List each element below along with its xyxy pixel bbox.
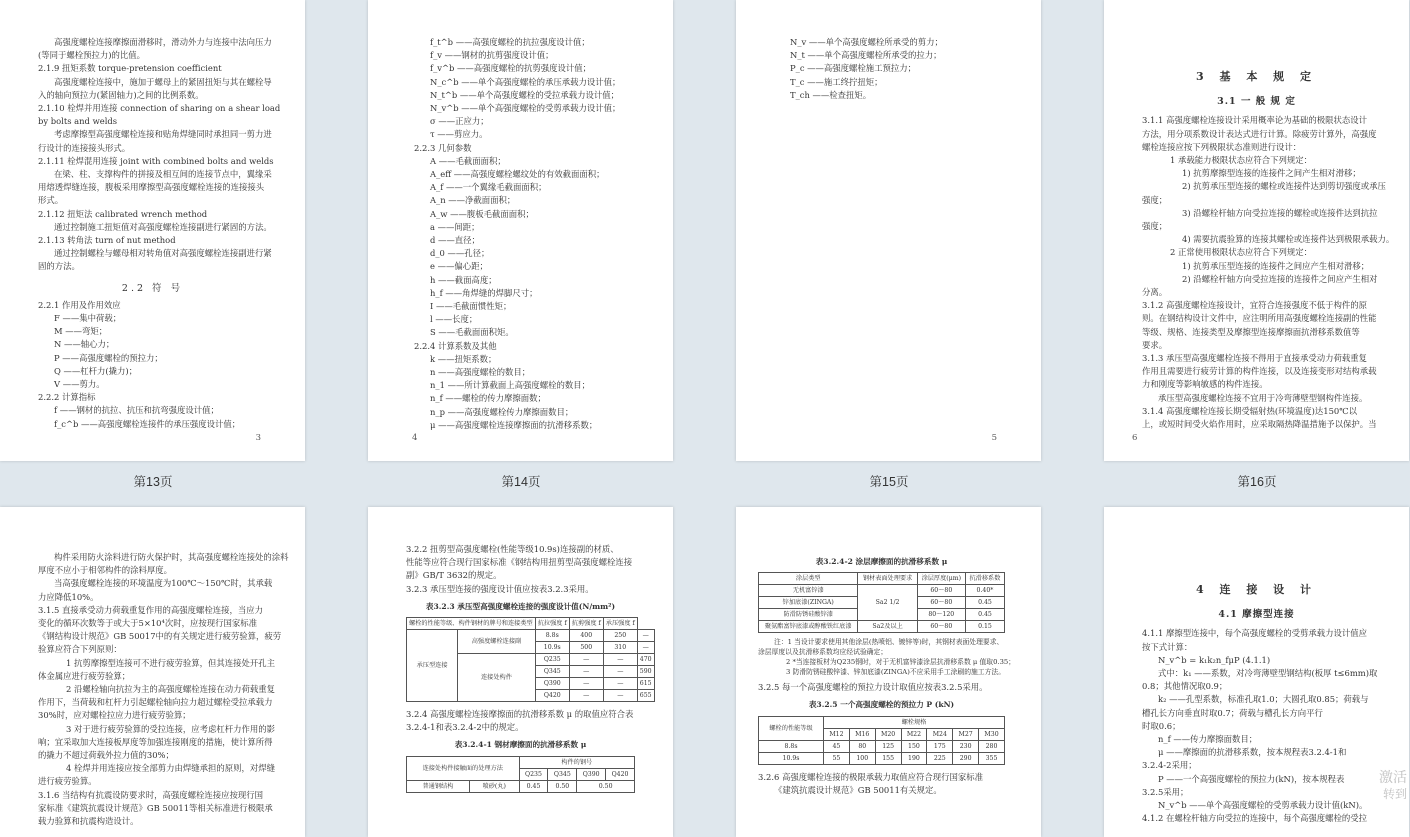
text-line: A ——毛截面面积； [430,155,506,166]
table-cell: 防滑防锈硅酸锌漆 [759,609,858,621]
text-line: 验算应符合下列原则： [38,644,122,655]
table-cell: Q235 [519,768,548,780]
table-cell: 500 [569,642,603,654]
table-cell: Q420 [535,690,569,702]
text-line: f ——钢材的抗拉、抗压和抗弯强度设计值； [54,405,219,416]
table-header-cell: 构件的钢号 [519,756,634,768]
section-heading: 2.2 符 号 [121,282,184,294]
text-line: 2.2.4 计算系数及其他 [414,340,497,351]
text-line: 3.1.4 高强度螺栓连接长期受辐射热(环境温度)达150℃以 [1142,405,1357,416]
text-line: μ ——高强度螺栓连接摩擦面的抗滑移系数； [430,419,598,430]
text-line: N_t ——单个高强度螺栓所承受的拉力； [790,50,942,61]
table-cell: 0.40* [965,585,1004,597]
text-line: 3.1.3 承压型高强度螺栓连接不得用于直接承受动力荷载重复 [1142,353,1367,364]
text-line: 时取0.6； [1142,720,1181,731]
table-cell: M27 [953,728,979,740]
table-cell: 155 [875,752,901,764]
table-row [407,630,655,642]
text-line: 作用且需要进行疲劳计算的构件连接，以及连接变形对结构承载 [1142,366,1377,377]
text-line: h ——截面高度； [430,274,497,285]
text-line: 力和刚度等影响敏感的构件连接。 [1142,379,1268,390]
text-line: 入的轴向预拉力(紧固轴力)之间的比例系数。 [38,89,204,100]
text-line: 高强度螺栓连接摩擦面滑移时，滑动外力与连接中法向压力 [54,37,272,47]
text-line: 3) 沿螺栓杆轴方向受拉连接的螺栓或连接件达到抗拉 [1182,207,1378,218]
text-line: 2 正常使用极限状态应符合下列规定： [1170,247,1312,258]
steel-friction-table [406,756,635,793]
text-line: 副》GB/T 3632的规定。 [406,570,502,581]
page-number: 5 [991,432,997,443]
text-line: T_c ——施工终拧扭矩； [790,76,883,87]
text-line: I ——毛截面惯性矩； [430,301,512,312]
text-line: 注：1 当设计要求使用其他涂层(热喷铝、镀锌等)时，其钢材表面处理要求、 [774,638,1004,647]
text-line: 2.1.10 栓焊并用连接 connection of sharing on a shear load [38,103,281,114]
table-cell: — [603,678,637,690]
page-number: 4 [412,432,418,443]
table-cell: 175 [927,740,953,752]
table-caption: 表3.2.4-2 涂层摩擦面的抗滑移系数 μ [815,557,948,566]
text-line: 载力验算和抗震构造设计。 [38,816,139,827]
text-line: A_eff ——高强度螺栓螺纹处的有效截面面积； [430,169,605,180]
table-cell: 涂层类型 [759,573,858,585]
chapter-title: 4 连 接 设 计 [1196,583,1317,596]
table-cell: M20 [875,728,901,740]
text-line: n_p ——高强度螺栓传力摩擦面数目； [430,406,574,417]
table-cell: — [603,654,637,666]
table-cell: 0.45 [965,609,1004,621]
text-line: 4.1.1 摩擦型连接中，每个高强度螺栓的受剪承载力设计值应 [1142,628,1367,639]
table-cell: Q345 [548,768,577,780]
table-row [759,585,1005,597]
table-cell: 0.50 [577,780,635,792]
text-line: A_w ——腹板毛截面面积； [430,208,534,219]
document-page-19[interactable] [736,507,1041,837]
table-cell: 10.9s [759,752,824,764]
text-line: 2.1.12 扭矩法 calibrated wrench method [38,208,208,219]
text-line: 2.2.1 作用及作用效应 [38,299,121,310]
text-line: f_c^b ——高强度螺栓连接件的承压强度设计值； [54,418,241,429]
text-line: F ——集中荷载； [54,313,122,324]
table-cell: 45 [824,740,850,752]
chapter-title: 3 基 本 规 定 [1196,70,1317,83]
text-line: 2.2.2 计算指标 [38,392,96,403]
table-cell: — [569,678,603,690]
text-line: 3 防滑防锈硅酸锌漆、锌加底漆(ZINGA)不应采用手工涂刷的施工方法。 [786,668,1005,677]
table-cell: Q345 [535,666,569,678]
text-line: N_c^b ——单个高强度螺栓的承压承载力设计值； [430,76,621,87]
table-cell: 喷砂(丸) [469,780,519,792]
table-header-cell: 承压强度 f [603,618,637,630]
table-cell: 615 [637,678,654,690]
table-cell: 8.8s [535,630,569,642]
coating-friction-table [758,572,1005,633]
text-line: k₂ ——孔型系数，标准孔取1.0；大圆孔取0.85；荷载与 [1158,694,1369,705]
table-cell: 0.50 [548,780,577,792]
table-cell: 80 [849,740,875,752]
text-line: 式中：k₁ ——系数，对冷弯薄壁型钢结构(板厚 t≤6mm)取 [1158,668,1378,679]
text-line: 构件采用防火涂料进行防火保护时，其高强度螺栓连接处的涂料 [54,552,289,562]
text-line: P_c ——高强度螺栓施工预拉力； [790,63,917,74]
table-cell: 150 [901,740,927,752]
text-line: 《钢结构设计规范》GB 50017中的有关规定进行疲劳验算，疲劳 [38,631,282,642]
table-cell: 聚氨酯富锌底漆或醇酸铁红底漆 [759,621,858,633]
table-header-cell: 抗剪强度 f [569,618,603,630]
text-line: 0.8；其他情况取0.9； [1142,681,1228,692]
text-line: 的撬力不超过荷载外拉力值的30%； [38,750,174,761]
text-line: 力应降低10%。 [38,591,99,602]
text-line: 通过控制螺栓与螺母相对转角值对高强度螺栓连接副进行紧 [54,248,272,259]
text-line: k ——扭矩系数； [430,353,497,364]
text-line: 2.2.3 几何参数 [414,142,472,153]
text-line: a ——间距； [430,221,480,232]
table-cell: 60～80 [917,597,965,609]
text-line: P ——高强度螺栓的预拉力； [54,352,163,363]
text-line: 用熔透焊缝连接，腹板采用摩擦型高强度螺栓连接的连接接头 [38,182,265,193]
table-header-cell: 螺栓的性能等级、构件钢材的牌号和连接类型 [407,618,536,630]
table-cell: 0.45 [965,597,1004,609]
text-line: 2.1.13 转角法 turn of nut method [38,235,176,246]
table-cell: — [569,654,603,666]
page-caption-14[interactable]: 第14页 [501,475,541,489]
table-cell: Q235 [535,654,569,666]
table-cell: — [569,666,603,678]
document-page-20[interactable] [1104,507,1409,837]
table-cell: 125 [875,740,901,752]
text-line: 3.1.6 当结构有抗震设防要求时，高强度螺栓连接应按现行国 [38,789,263,800]
document-page-17[interactable] [0,507,305,837]
text-line: N_t^b ——单个高强度螺栓的受拉承载力设计值； [430,89,620,100]
section-title: 3.1 一 般 规 定 [1217,96,1296,108]
text-line: by bolts and welds [38,116,118,127]
table-cell: 470 [637,654,654,666]
table-row [759,621,1005,633]
text-line: N_v^b = k₁k₂n_fμP (4.1.1) [1158,654,1271,665]
text-line: 1 承载能力极限状态应符合下列规定： [1170,155,1312,166]
table-cell: 锌加底漆(ZINGA) [759,597,858,609]
text-line: e ——偏心距； [430,261,488,272]
text-line: 要求。 [1142,339,1168,350]
text-line: 厚度不应小于相邻构件的涂料厚度。 [38,565,172,576]
table-cell: — [637,642,654,654]
table-cell: 高强度螺栓连接副 [458,630,536,654]
text-line: 3.2.4-1和表3.2.4-2中的规定。 [406,722,524,733]
table-row [759,740,1005,752]
text-line: 强度； [1142,194,1168,205]
table-cell: 290 [953,752,979,764]
text-line: N ——轴心力； [54,339,115,350]
table-cell: 80～120 [917,609,965,621]
table-cell: 60～80 [917,621,965,633]
page-number: 3 [255,432,261,443]
page-caption-16[interactable]: 第16页 [1237,475,1277,489]
text-line: 家标准《建筑抗震设计规范》GB 50011等相关标准进行极限承 [38,802,273,813]
document-page-15[interactable] [736,0,1041,461]
table-cell: 280 [979,740,1005,752]
text-line: n_1 ——所计算截面上高强度螺栓的数目； [430,380,590,391]
text-line: 2 沿螺栓轴向抗拉为主的高强度螺栓连接在动力荷载重复 [66,684,275,695]
table-cell: 355 [979,752,1005,764]
text-line: A_f ——一个翼缘毛截面面积； [430,182,547,193]
text-line: 分离。 [1142,287,1168,298]
table-cell: 连接处构件 [458,654,536,702]
table-cell: 钢材表面处理要求 [858,573,917,585]
pretension-table [758,716,1005,765]
table-cell: 10.9s [535,642,569,654]
table-header-cell: 螺栓的性能等级 [759,716,824,740]
page-caption-13[interactable]: 第13页 [133,475,173,489]
text-line: 高强度螺栓连接中，施加于螺母上的紧固扭矩与其在螺栓导 [54,76,272,87]
text-line: 按下式计算： [1142,641,1193,652]
table-cell: M30 [979,728,1005,740]
text-line: 螺栓连接应按下列极限状态准则进行设计： [1142,141,1302,152]
text-line: 上，或短时间受火焰作用时，应采取隔热降温措施予以保护。当 [1142,419,1377,430]
text-line: d ——直径； [430,235,480,246]
table-cell: — [603,666,637,678]
text-line: 3.1.2 高强度螺栓连接设计，宜符合连接强度不低于构件的原 [1142,300,1367,311]
table-caption: 表3.2.4-1 钢材摩擦面的抗滑移系数 μ [454,740,587,750]
table-header-cell: 抗拉强度 f [535,618,569,630]
text-line: 强度； [1142,221,1168,232]
table-row [759,752,1005,764]
text-line: S ——毛截面面积矩。 [430,327,514,338]
table-cell: 230 [953,740,979,752]
activation-watermark [1379,769,1407,803]
text-line: N_v^b ——单个高强度螺栓的受剪承载力设计值； [430,103,621,114]
text-line: f_v ——钢材的抗剪强度设计值； [430,50,554,61]
text-line: V ——剪力。 [54,379,105,390]
table-cell: 8.8s [759,740,824,752]
text-line: 《建筑抗震设计规范》GB 50011有关规定。 [774,784,942,795]
table-cell: 100 [849,752,875,764]
text-line: A_n ——净截面面积； [430,195,516,206]
text-line: 2) 沿螺栓杆轴方向受拉连接的连接件之间应产生相对 [1182,273,1378,284]
table-cell: Sa2及以上 [858,621,917,633]
text-line: 1 抗剪摩擦型连接可不进行疲劳验算，但其连接处开孔主 [66,657,275,668]
text-line: 3.2.4 高强度螺栓连接摩擦面的抗滑移系数 μ 的取值应符合表 [406,709,634,720]
table-cell: 400 [569,630,603,642]
text-line: P ——一个高强度螺栓的预拉力(kN)，按本规程表 [1158,773,1345,784]
text-line: n_f ——螺栓的传力摩擦面数； [430,393,546,404]
text-line: 通过控制施工扭矩值对高强度螺栓连接副进行紧固的方法。 [54,221,272,232]
text-line: 1) 抗剪承压型连接的连接件之间应产生相对滑移； [1182,260,1370,271]
table-cell: M22 [901,728,927,740]
text-line: 进行疲劳验算。 [38,776,97,787]
table-cell: 655 [637,690,654,702]
text-line: 考虑摩擦型高强度螺栓连接和贴角焊缝同时承担同一剪力进 [54,129,272,140]
text-line: 方法，用分项系数设计表达式进行计算。除疲劳计算外，高强度 [1142,128,1377,139]
text-line: 性能等应符合现行国家标准《钢结构用扭剪型高强度螺栓连接 [406,557,633,568]
table-cell: M16 [849,728,875,740]
text-line: 体金属应进行疲劳验算； [38,670,131,681]
text-line: N_v^b ——单个高强度螺栓的受剪承载力设计值(kN)。 [1158,800,1368,811]
text-line: f_v^b ——高强度螺栓的抗剪强度设计值； [430,63,592,74]
text-line: 4.1.2 在螺栓杆轴方向受拉的连接中，每个高强度螺栓的受拉 [1142,813,1367,824]
text-line: σ ——正应力； [430,116,489,127]
text-line: n_f ——传力摩擦面数目； [1158,734,1258,745]
table-cell: Q390 [577,768,606,780]
table-row [407,780,635,792]
text-line: 3.2.6 高强度螺栓连接的极限承载力取值应符合现行国家标准 [758,771,983,782]
text-line: 形式。 [38,195,64,206]
text-line: Q ——杠杆力(撬力)； [54,365,138,376]
document-page-16[interactable] [1104,0,1409,461]
text-line: 30%时，应对螺栓拉应力进行疲劳验算； [38,710,191,721]
table-cell: — [569,690,603,702]
watermark-line: 转到 [1382,787,1407,801]
text-line: N_v ——单个高强度螺栓所承受的剪力； [790,37,943,47]
text-line: μ ——摩擦面的抗滑移系数，按本规程表3.2.4-1和 [1158,747,1347,758]
table-caption: 表3.2.5 一个高强度螺栓的预拉力 P (kN) [808,700,955,710]
table-cell: 310 [603,642,637,654]
text-line: 等级、规格、连接类型及摩擦型连接摩擦面抗滑移系数值等 [1142,326,1360,337]
text-line: 4 栓焊并用连接应按全部剪力由焊缝承担的原则，对焊缝 [66,763,275,774]
document-page-18[interactable] [368,507,673,837]
text-line: 4) 需要抗震验算的连接其螺栓或连接件达到极限承载力。 [1182,234,1395,245]
table-cell: M12 [824,728,850,740]
text-line: 在梁、柱、支撑构件的拼接及相互间的连接节点中，翼缘采 [54,169,272,180]
section-title: 4.1 摩擦型连接 [1218,609,1295,621]
text-line: τ ——剪应力。 [430,129,488,140]
text-line: 槽孔长方向垂直时取0.7；荷载与槽孔长方向平行 [1142,707,1323,718]
text-line: 固的方法。 [38,261,80,272]
text-line: d_0 ——孔径； [430,248,490,259]
table-cell: Sa2 1/2 [858,585,917,621]
table-cell: 普通钢结构 [407,780,470,792]
table-cell: — [637,630,654,642]
text-line: 2.1.9 扭矩系数 torque-pretension coefficient [38,63,222,74]
text-line: 当高强度螺栓连接的环境温度为100℃～150℃时，其承载 [54,578,273,589]
text-line: 承压型高强度螺栓连接不宜用于冷弯薄壁型钢构件连接。 [1158,392,1368,403]
text-line: 涂层厚度以及抗滑移系数均应经试验确定； [758,648,888,657]
table-cell: 0.45 [519,780,548,792]
text-line: 作用下，当荷载和杠杆力引起螺栓轴向拉力超过螺栓受拉承载力 [38,697,273,708]
text-line: 2.1.11 栓焊混用连接 joint with combined bolts and welds [38,155,274,166]
text-line: h_f ——角焊缝的焊脚尺寸； [430,287,538,298]
document-page-13[interactable] [0,0,305,461]
text-line: 行设计的连接接头形式。 [38,142,131,153]
text-line: l ——长度； [430,314,478,325]
table-cell: Q390 [535,678,569,690]
text-line: 则。在钢结构设计文件中，应注明所用高强度螺栓连接副的性能 [1142,313,1377,324]
document-page-14[interactable] [368,0,673,461]
text-line: M ——弯矩； [54,326,108,337]
text-line: 3.1.5 直接承受动力荷载重复作用的高强度螺栓连接，当应力 [38,604,263,615]
text-line: 2) 抗剪承压型连接的螺栓或连接件达到剪切强度或承压 [1182,181,1386,192]
watermark-line: 激活 [1379,769,1407,785]
table-header-cell: 螺栓规格 [824,716,1005,728]
text-line: 3 对于进行疲劳验算的受拉连接，应考虑杠杆力作用的影 [66,723,275,734]
text-line: 3.1.1 高强度螺栓连接设计采用概率论为基础的极限状态设计 [1142,115,1367,126]
table-cell: 55 [824,752,850,764]
table-cell: 0.15 [965,621,1004,633]
table-cell: 承压型连接 [407,630,458,702]
table-cell: 60～80 [917,585,965,597]
table-cell: 抗滑移系数 [965,573,1004,585]
table-cell: — [603,690,637,702]
table-cell: M24 [927,728,953,740]
text-line: 响；宜采取加大连接板厚度等加强连接刚度的措施，使计算所得 [38,736,273,747]
text-line: f_t^b ——高强度螺栓的抗拉强度设计值； [430,37,590,47]
table-header-cell: 连接处构件接触面的处理方法 [407,756,520,780]
text-line: 3.2.5 每一个高强度螺栓的预拉力设计取值应按表3.2.5采用。 [758,682,988,693]
table-cell: 250 [603,630,637,642]
text-line: n ——高强度螺栓的数目； [430,367,531,378]
table-cell: 190 [901,752,927,764]
table-cell: 无机富锌漆 [759,585,858,597]
text-line: T_ch ——检查扭矩。 [790,89,872,100]
text-line: 3.2.5采用； [1142,786,1189,797]
text-line: 3.2.3 承压型连接的强度设计值应按表3.2.3采用。 [406,583,594,594]
text-line: 变化的循环次数等于或大于5×10⁴次时，应按现行国家标准 [38,618,257,629]
table-cell: Q420 [606,768,635,780]
page-caption-15[interactable]: 第15页 [869,475,909,489]
text-line: 2 *当连接板材为Q235钢时，对于无机富锌漆涂层抗滑移系数 μ 值取0.35； [786,658,1016,667]
text-line: 3.2.4-2采用； [1142,760,1197,771]
page-number: 6 [1132,432,1138,443]
bolt-strength-table [406,617,655,702]
table-cell: 590 [637,666,654,678]
text-line: (等同于螺栓预拉力)的比值。 [38,50,146,61]
table-caption: 表3.2.3 承压型高强度螺栓连接的强度设计值(N/mm²) [425,601,616,611]
table-cell: 225 [927,752,953,764]
table-cell: 涂层厚度(μm) [917,573,965,585]
text-line: 3.2.2 扭剪型高强度螺栓(性能等级10.9s)连接副的材质、 [406,544,619,554]
text-line: 1) 抗剪摩擦型连接的连接件之间产生相对滑移； [1182,168,1361,179]
